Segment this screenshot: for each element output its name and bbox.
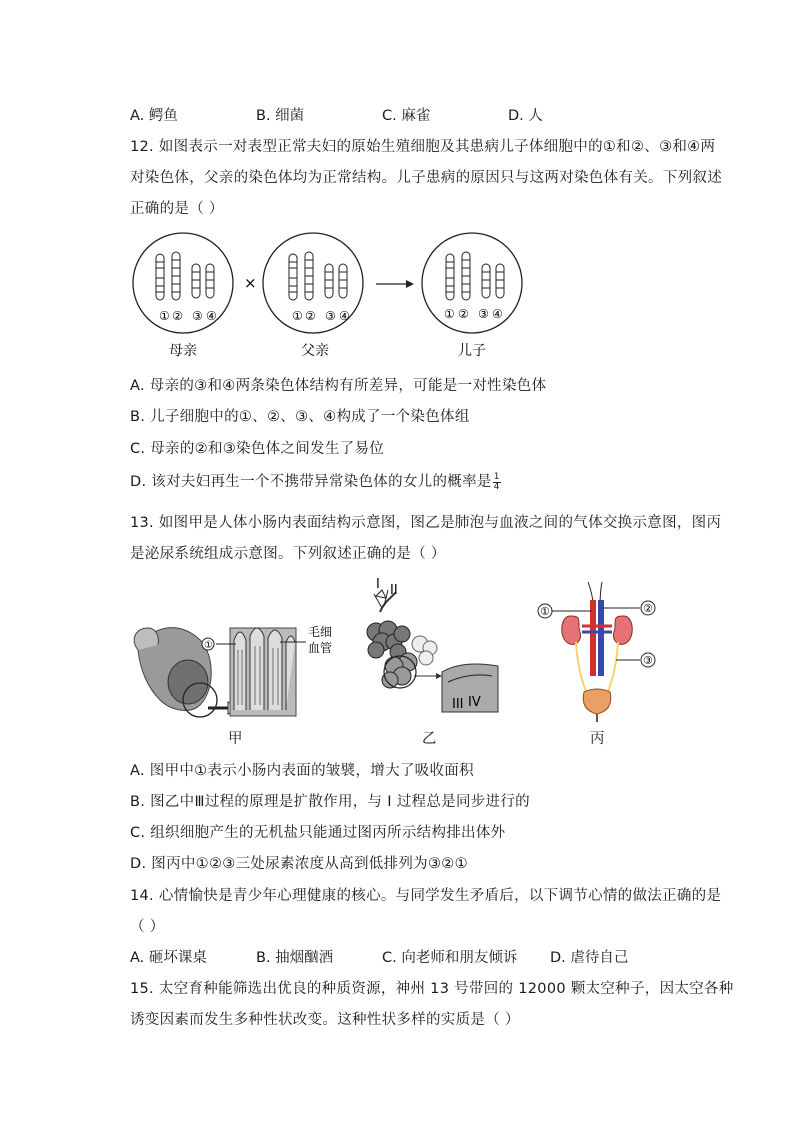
son-num-3: ③ — [478, 307, 489, 321]
q12-chromosome-figure — [128, 228, 528, 368]
q12-stem-line3: 正确的是（ ） — [130, 201, 224, 217]
q15-stem-line2: 诱变因素而发生多种性状改变。这种性状多样的实质是（ ） — [130, 1012, 520, 1028]
yi-marker-iii: III — [452, 697, 464, 712]
q11-option-b: B. 细菌 — [256, 108, 305, 124]
jia-label-capillary-2: 血管 — [308, 641, 333, 655]
mother-num-3: ③ — [192, 309, 203, 323]
jia-label-capillary-1: 毛细 — [308, 625, 333, 639]
q15-stem-line1: 15. 太空育种能筛选出优良的种质资源，神州 13 号带回的 12000 颗太空种子，因太空各种 — [130, 981, 734, 997]
fraction-one-quarter — [493, 473, 501, 492]
bing-marker-2: ② — [643, 602, 653, 615]
bing-marker-1: ① — [540, 605, 550, 618]
son-num-4: ④ — [492, 307, 503, 321]
q13-option-b: B. 图乙中Ⅲ过程的原理是扩散作用，与 I 过程总是同步进行的 — [130, 794, 530, 810]
mother-num-1: ① — [159, 309, 170, 323]
q13-stem-line2: 是泌尿系统组成示意图。下列叙述正确的是（ ） — [130, 546, 446, 562]
q14-option-d: D. 虐待自己 — [550, 950, 629, 966]
son-num-2: ② — [458, 307, 469, 321]
q13-option-d: D. 图丙中①②③三处尿素浓度从高到低排列为③②① — [130, 856, 468, 872]
q11-option-a: A. 鳄鱼 — [130, 108, 178, 124]
q13-stem-line1: 13. 如图甲是人体小肠内表面结构示意图，图乙是肺泡与血液之间的气体交换示意图，图丙 — [130, 515, 722, 531]
mother-cell — [133, 233, 233, 333]
q12-stem-line1: 12. 如图表示一对表型正常夫妇的原始生殖细胞及其患病儿子体细胞中的①和②、③和④两 — [130, 139, 716, 155]
mother-num-4: ④ — [206, 309, 217, 323]
label-father: 父亲 — [301, 343, 329, 359]
q12-option-c: C. 母亲的②和③染色体之间发生了易位 — [130, 441, 385, 457]
q13-option-a: A. 图甲中①表示小肠内表面的皱襞，增大了吸收面积 — [130, 763, 474, 779]
small-intestine-diagram — [130, 610, 340, 722]
q11-option-d: D. 人 — [508, 108, 543, 124]
son-cell — [422, 233, 522, 333]
yi-marker-ii: II — [390, 583, 398, 598]
son-num-1: ① — [444, 307, 455, 321]
q14-option-b: B. 抽烟酗酒 — [256, 950, 334, 966]
q14-stem-line1: 14. 心情愉快是青少年心理健康的核心。与同学发生矛盾后，以下调节心情的做法正确的是 — [130, 888, 722, 904]
jia-marker-1: ① — [204, 640, 213, 651]
fraction-numerator: 1 — [493, 471, 500, 482]
father-num-4: ④ — [339, 309, 350, 323]
father-num-1: ① — [292, 309, 303, 323]
yi-marker-iv: IV — [468, 695, 481, 710]
urinary-system-diagram — [530, 578, 670, 724]
label-son: 儿子 — [458, 343, 486, 359]
panel-label-bing: 丙 — [590, 731, 605, 747]
q13-option-c: C. 组织细胞产生的无机盐只能通过图丙所示结构排出体外 — [130, 825, 506, 841]
q12-option-b: B. 儿子细胞中的①、②、③、④构成了一个染色体组 — [130, 409, 470, 425]
q14-option-a: A. 砸坏课桌 — [130, 950, 207, 966]
q14-stem-line2: （ ） — [130, 919, 165, 935]
q14-option-c: C. 向老师和朋友倾诉 — [382, 950, 518, 966]
q12-stem-line2: 对染色体，父亲的染色体均为正常结构。儿子患病的原因只与这两对染色体有关。下列叙述 — [130, 170, 722, 186]
alveoli-diagram — [352, 572, 502, 722]
q12-option-d-row — [130, 470, 501, 492]
fraction-denominator: 4 — [493, 481, 500, 492]
father-num-2: ② — [305, 309, 316, 323]
panel-label-jia: 甲 — [228, 731, 243, 747]
bing-marker-3: ③ — [643, 654, 653, 667]
cross-symbol: × — [244, 274, 257, 292]
q12-option-d: D. 该对夫妇再生一个不携带异常染色体的女儿的概率是 — [130, 474, 492, 490]
panel-label-yi: 乙 — [422, 731, 437, 747]
q11-option-c: C. 麻雀 — [382, 108, 431, 124]
mother-num-2: ② — [172, 309, 183, 323]
q12-option-a: A. 母亲的③和④两条染色体结构有所差异，可能是一对性染色体 — [130, 378, 547, 394]
label-mother: 母亲 — [169, 343, 197, 359]
father-num-3: ③ — [325, 309, 336, 323]
yi-marker-i: I — [376, 577, 380, 592]
